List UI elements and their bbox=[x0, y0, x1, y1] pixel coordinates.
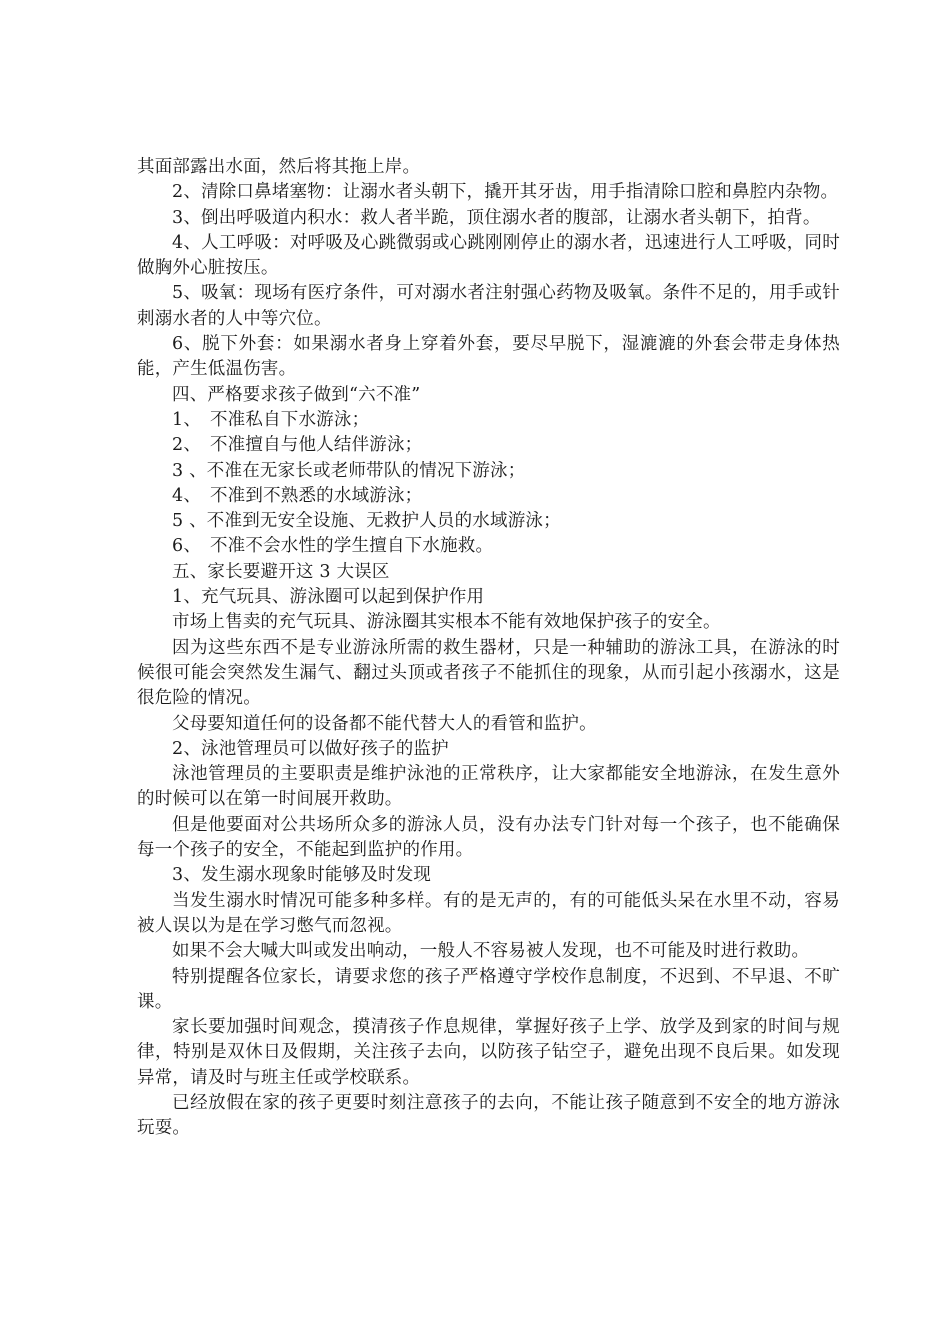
paragraph: 2、泳池管理员可以做好孩子的监护 bbox=[172, 738, 449, 759]
paragraph: 因为这些东西不是专业游泳所需的救生器材，只是一种辅助的游泳工具，在游泳的时候很可能会突然发生漏气、翻过头顶或者孩子不能抓住的现象，从而引起小孩溺水，这是很危险的情况。 bbox=[137, 637, 840, 709]
paragraph: 其面部露出水面，然后将其拖上岸。 bbox=[137, 157, 421, 177]
paragraph: 当发生溺水时情况可能多种多样。有的是无声的，有的可能低头呆在水里不动，容易被人误以为是在学习憋气而忽视。 bbox=[137, 890, 840, 936]
paragraph: 2、清除口鼻堵塞物：让溺水者头朝下，撬开其牙齿，用手指清除口腔和鼻腔内杂物。 bbox=[172, 182, 839, 203]
paragraph: 1、 不准私自下水游泳； bbox=[172, 409, 370, 430]
paragraph: 2、 不准擅自与他人结伴游泳； bbox=[172, 435, 423, 456]
paragraph: 泳池管理员的主要职责是维护泳池的正常秩序，让大家都能安全地游泳，在发生意外的时候可以在第一时间展开救助。 bbox=[137, 764, 840, 810]
paragraph: 已经放假在家的孩子更要时刻注意孩子的去向，不能让孩子随意到不安全的地方游泳玩耍。 bbox=[137, 1092, 840, 1139]
paragraph: 但是他要面对公共场所众多的游泳人员，没有办法专门针对每一个孩子，也不能确保每一个孩子的安全，不能起到监护的作用。 bbox=[137, 814, 840, 861]
paragraph: 四、严格要求孩子做到“六不准” bbox=[172, 384, 421, 405]
paragraph: 6、 不准不会水性的学生擅自下水施救。 bbox=[172, 536, 494, 557]
paragraph: 3 、不准在无家长或老师带队的情况下游泳； bbox=[172, 460, 526, 481]
paragraph: 1、充气玩具、游泳圈可以起到保护作用 bbox=[172, 587, 485, 608]
document-body bbox=[137, 155, 840, 1142]
paragraph: 父母要知道任何的设备都不能代替大人的看管和监护。 bbox=[172, 713, 597, 734]
paragraph: 特别提醒各位家长，请要求您的孩子严格遵守学校作息制度，不迟到、不早退、不旷课。 bbox=[137, 966, 840, 1012]
paragraph: 6、脱下外套：如果溺水者身上穿着外套，要尽早脱下，湿漉漉的外套会带走身体热能，产生低温伤害。 bbox=[137, 334, 840, 380]
paragraph: 5 、不准到无安全设施、无救护人员的水域游泳； bbox=[172, 511, 561, 532]
paragraph: 4、 不准到不熟悉的水域游泳； bbox=[172, 485, 423, 506]
paragraph: 市场上售卖的充气玩具、游泳圈其实根本不能有效地保护孩子的安全。 bbox=[172, 612, 721, 633]
paragraph: 4、人工呼吸：对呼吸及心跳微弱或心跳刚刚停止的溺水者，迅速进行人工呼吸，同时做胸外心脏按压。 bbox=[137, 232, 840, 279]
paragraph: 五、家长要避开这 3 大误区 bbox=[172, 561, 390, 582]
paragraph: 5、吸氧：现场有医疗条件，可对溺水者注射强心药物及吸氧。条件不足的，用手或针刺溺水者的人中等穴位。 bbox=[137, 283, 840, 329]
paragraph: 3、发生溺水现象时能够及时发现 bbox=[172, 865, 432, 886]
paragraph: 如果不会大喊大叫或发出响动，一般人不容易被人发现，也不可能及时进行救助。 bbox=[172, 941, 810, 962]
paragraph: 家长要加强时间观念，摸清孩子作息规律，掌握好孩子上学、放学及到家的时间与规律，特别是双休日及假期，关注孩子去向，以防孩子钻空子，避免出现不良后果。如发现异常，请及时与班主任或学校联系。 bbox=[137, 1017, 840, 1088]
paragraph: 3、倒出呼吸道内积水：救人者半跪，顶住溺水者的腹部，让溺水者头朝下，拍背。 bbox=[172, 207, 821, 228]
